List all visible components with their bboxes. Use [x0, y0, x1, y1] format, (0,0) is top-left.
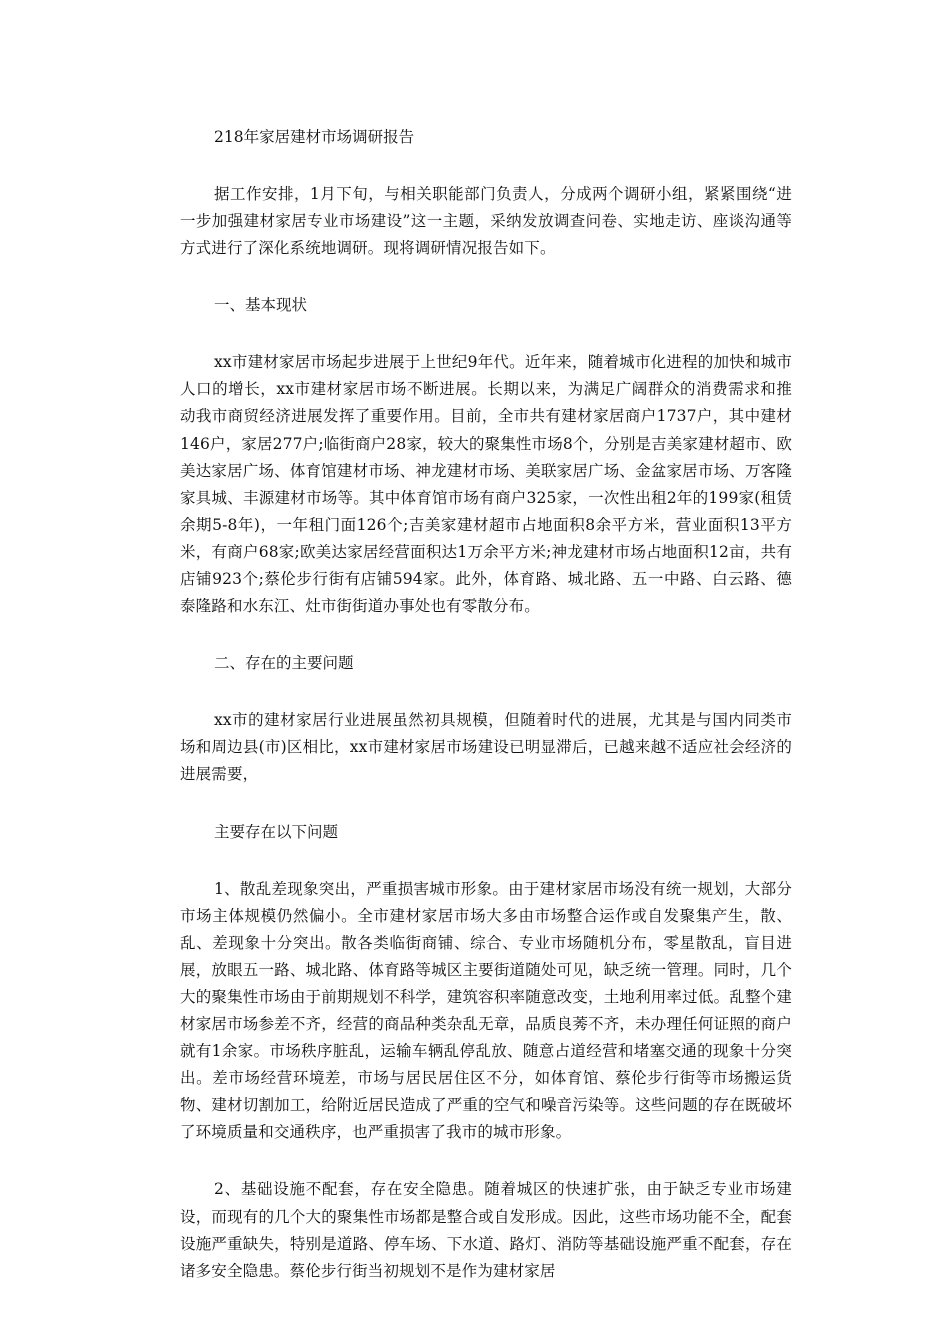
section-heading-main-problems: 二、存在的主要问题	[214, 654, 354, 673]
document-page	[180, 124, 792, 1285]
basic-status-paragraph: xx市建材家居市场起步进展于上世纪9年代。近年来，随着城市化进程的加快和城市人口的增长，xx市建材家居市场不断进展。长期以来，为满足广阔群众的消费需求和推动我市商贸经济进展发挥了重要作用。目前，全市共有建材家居商户1737户，其中建材146户，家居277户;临街商户28家，较大的聚集性市场8个，分别是吉美家建材超市、欧美达家居广场、体育馆建材市场、神龙建材市场、美联家居广场、金盆家居市场、万客隆家具城、丰源建材市场等。其中体育馆市场有商户325家，一次性出租2年的199家(租赁余期5-8年)，一年租门面126个;吉美家建材超市占地面积8余平方米，营业面积13平方米，有商户68家;欧美达家居经营面积达1万余平方米;神龙建材市场占地面积12亩，共有店铺923个;蔡伦步行街有店铺594家。此外，体育路、城北路、五一中路、白云路、德泰隆路和水东江、灶市街街道办事处也有零散分布。	[180, 353, 792, 616]
main-problems-paragraph: xx市的建材家居行业进展虽然初具规模，但随着时代的进展，尤其是与国内同类市场和周边县(市)区相比，xx市建材家居市场建设已明显滞后，已越来越不适应社会经济的进展需要，	[180, 711, 792, 784]
issue-2-paragraph: 2、基础设施不配套，存在安全隐患。随着城区的快速扩张，由于缺乏专业市场建设，而现有的几个大的聚集性市场都是整合或自发形成。因此，这些市场功能不全，配套设施严重缺失，特别是道路、停车场、下水道、路灯、消防等基础设施严重不配套，存在诸多安全隐患。蔡伦步行街当初规划不是作为建材家居	[180, 1180, 792, 1280]
section-heading-basic-status: 一、基本现状	[214, 296, 308, 315]
document-title: 218年家居建材市场调研报告	[214, 128, 415, 146]
issue-1-paragraph: 1、散乱差现象突出，严重损害城市形象。由于建材家居市场没有统一规划，大部分市场主体规模仍然偏小。全市建材家居市场大多由市场整合运作或自发聚集产生，散、乱、差现象十分突出。散各类临街商铺、综合、专业市场随机分布，零星散乱，盲目进展，放眼五一路、城北路、体育路等城区主要街道随处可见，缺乏统一管理。同时，几个大的聚集性市场由于前期规划不科学，建筑容积率随意改变，土地利用率过低。乱整个建材家居市场参差不齐，经营的商品种类杂乱无章，品质良莠不齐，未办理任何证照的商户就有1余家。市场秩序脏乱，运输车辆乱停乱放、随意占道经营和堵塞交通的现象十分突出。差市场经营环境差，市场与居民居住区不分，如体育馆、蔡伦步行街等市场搬运货物、建材切割加工，给附近居民造成了严重的空气和噪音污染等。这些问题的存在既破坏了环境质量和交通秩序，也严重损害了我市的城市形象。	[180, 879, 792, 1142]
issues-list-heading: 主要存在以下问题	[214, 822, 339, 841]
intro-paragraph: 据工作安排，1月下旬，与相关职能部门负责人，分成两个调研小组，紧紧围绕“进一步加强建材家居专业市场建设”这一主题，采纳发放调查问卷、实地走访、座谈沟通等方式进行了深化系统地调研。现将调研情况报告如下。	[180, 185, 792, 258]
